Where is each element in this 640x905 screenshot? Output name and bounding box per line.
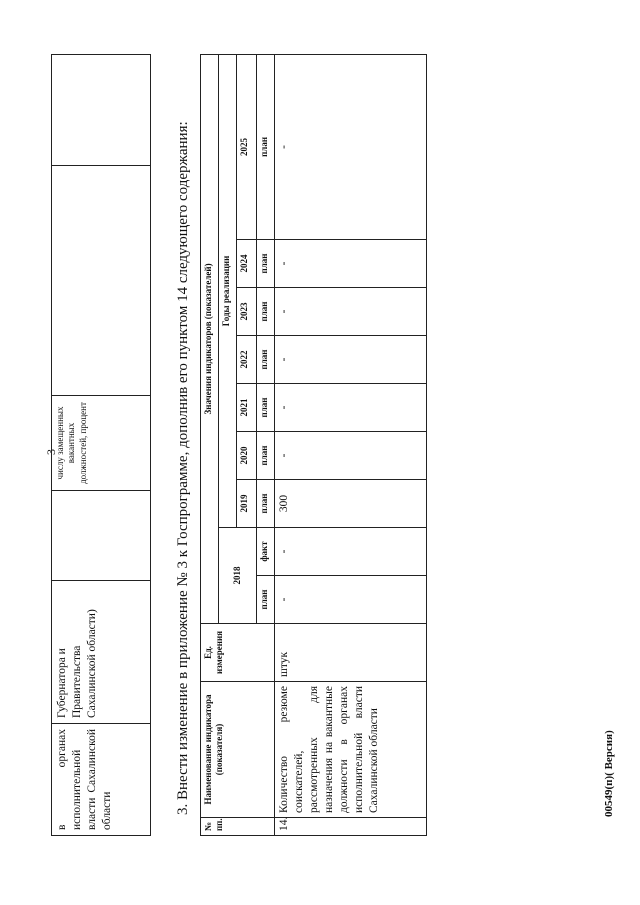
top-cell-6 [52, 55, 151, 166]
top-cell-5 [52, 166, 151, 396]
row-value-2022: - [275, 336, 427, 384]
header-num: № пп. [201, 818, 275, 836]
header-year-2021: 2021 [237, 384, 257, 432]
row-value-2021: - [275, 384, 427, 432]
top-cell-1: в органах исполнительной власти Сахалинской области [52, 724, 151, 836]
row-fact-2018: - [275, 528, 427, 576]
header-year-2023: 2023 [237, 288, 257, 336]
row-value-2023: - [275, 288, 427, 336]
page-number: 3 [44, 449, 58, 455]
header-plan-2019: план [257, 480, 275, 528]
row-value-2020: - [275, 432, 427, 480]
row-plan-2018: - [275, 576, 427, 624]
row-value-2024: - [275, 240, 427, 288]
header-plan-2020: план [257, 432, 275, 480]
row-unit: штук [275, 624, 427, 682]
document-footer: 00549(п)( Версия) [603, 730, 615, 817]
header-years-impl: Годы реализации [219, 54, 237, 527]
header-year-2019: 2019 [237, 480, 257, 528]
header-year-2022: 2022 [237, 336, 257, 384]
top-cell-3 [52, 491, 151, 581]
header-year-2024: 2024 [237, 240, 257, 288]
header-unit: Ед. измерения [201, 624, 275, 682]
row-value-2025: - [275, 54, 427, 239]
top-cell-4: числу замещенных вакантных должностей, процент [52, 396, 151, 491]
top-cell-2: Губернатора и Правительства Сахалинской области) [52, 581, 151, 724]
header-plan-2018: план [257, 576, 275, 624]
instruction-text: 3. Внести изменение в приложение № 3 к Госпрограмме, дополнив его пунктом 14 следующего содержания: [175, 121, 191, 815]
header-year-2020: 2020 [237, 432, 257, 480]
header-2018: 2018 [219, 528, 257, 624]
row-value-2019: 300 [275, 480, 427, 528]
header-plan-2024: план [257, 240, 275, 288]
header-plan-2021: план [257, 384, 275, 432]
header-plan-2023: план [257, 288, 275, 336]
header-fact-2018: факт [257, 528, 275, 576]
indicator-table [200, 54, 427, 836]
row-num: 14. [275, 818, 427, 836]
header-plan-2022: план [257, 336, 275, 384]
top-continuation-table [51, 54, 151, 836]
table-row [275, 54, 427, 835]
header-values: Значения индикаторов (показателей) [201, 54, 219, 623]
header-year-2025: 2025 [237, 54, 257, 239]
header-plan-2025: план [257, 54, 275, 239]
header-name: Наименование индикатора (показателя) [201, 682, 275, 818]
row-name: Количество резюме соискателей, рассмотренных для назначения на вакантные должности в органах исполнительной власти Сахалинской области [275, 682, 427, 818]
